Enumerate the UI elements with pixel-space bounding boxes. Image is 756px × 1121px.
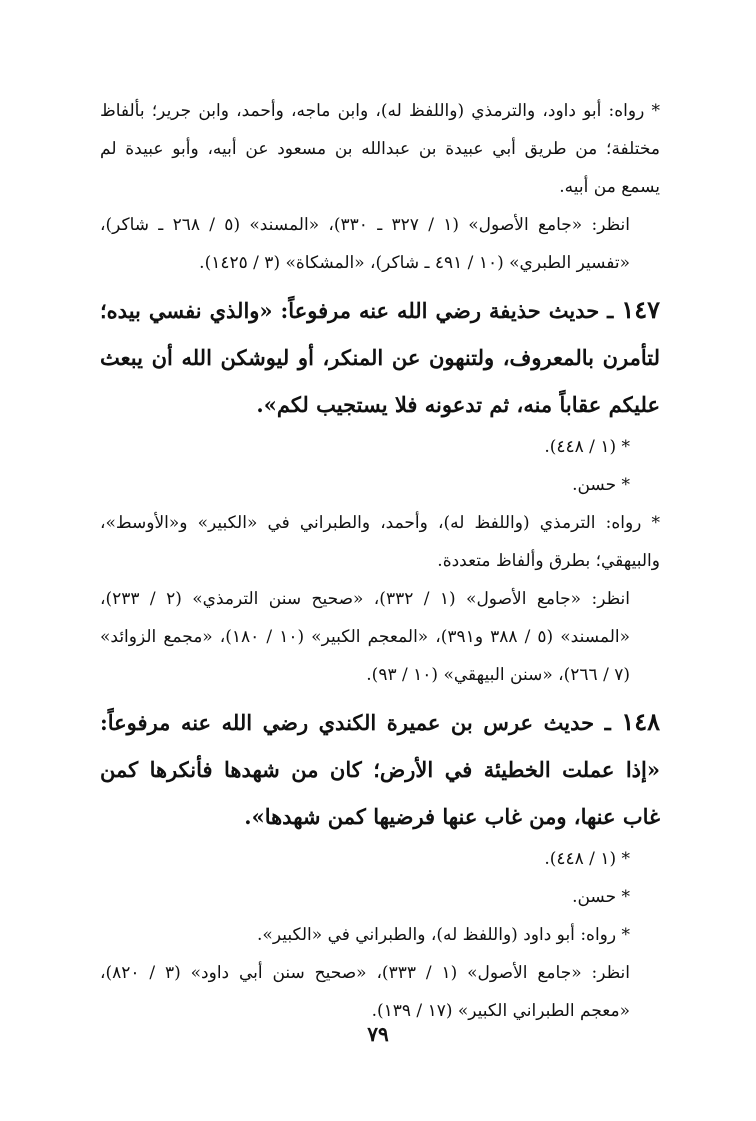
text-line: انظر: «جامع الأصول» (١ / ٣٣٣)، «صحيح سنن أبي داود» (٣ / ٨٢٠)،	[100, 963, 630, 983]
reference-11	[100, 954, 660, 1030]
text-line: * حسن.	[572, 887, 630, 907]
note-9	[100, 878, 660, 916]
text-line: * رواه: أبو داود (واللفظ له)، والطبراني في «الكبير».	[257, 925, 630, 945]
text-line: يسمع من أبيه.	[559, 177, 660, 197]
hadith-number: ١٤٧	[621, 295, 660, 324]
note-5	[100, 504, 660, 580]
page-number: ٧٩	[367, 1022, 389, 1046]
text-line: انظر: «جامع الأصول» (١ / ٣٣٢)، «صحيح سنن الترمذي» (٢ / ٢٣٣)،	[100, 589, 630, 609]
text-line: انظر: «جامع الأصول» (١ / ٣٢٧ ـ ٣٣٠)، «المسند» (٥ / ٢٦٨ ـ شاكر)،	[100, 215, 630, 235]
note-3	[100, 428, 660, 466]
text-line: عملت الخطيئة في الأرض؛ كان من شهدها فأنكرها كمن غاب عنها، ومن	[100, 757, 660, 829]
text-line: * (١ / ٤٤٨).	[544, 437, 630, 457]
text-line: * رواه: أبو داود، والترمذي (واللفظ له)، وابن ماجه، وأحمد، وابن جرير؛	[151, 101, 661, 121]
hadith-7	[100, 698, 660, 840]
text-line: * (١ / ٤٤٨).	[544, 849, 630, 869]
text-line: ـ حديث حذيفة رضي الله عنه مرفوعاً: «والذي نفسي بيده؛	[100, 298, 614, 323]
text-line: والبيهقي؛ بطرق وألفاظ متعددة.	[437, 551, 660, 571]
text-line: غاب عنها فرضيها كمن شهدها».	[244, 804, 522, 829]
reference-6	[100, 580, 660, 694]
text-line: بألفاظ مختلفة؛ من طريق أبي عبيدة بن عبدالله بن مسعود عن أبيه، وأبو عبيدة لم	[100, 101, 660, 159]
text-line: ـ حديث عرس بن عميرة الكندي رضي الله عنه مرفوعاً: «إذا	[100, 710, 660, 782]
text-line: / ٢٦٦)، «سنن البيهقي» (١٠ / ٩٣).	[366, 665, 609, 685]
note-8	[100, 840, 660, 878]
text-line: «تفسير الطبري» (١٠ / ٤٩١ ـ شاكر)، «المشكاة» (٣ / ١٤٢٥).	[199, 253, 630, 273]
text-line: عقاباً منه، ثم تدعونه فلا يستجيب لكم».	[256, 392, 602, 417]
text-line: * رواه: الترمذي (واللفظ له)، وأحمد، والطبراني في «الكبير» و«الأوسط»،	[100, 513, 660, 533]
note-4	[100, 466, 660, 504]
text-line: * حسن.	[572, 475, 630, 495]
reference-1	[100, 206, 660, 282]
text-line: «المسند» (٥ / ٣٨٨ و٣٩١)، «المعجم الكبير» (١٠ / ١٨٠)، «مجمع الزوائد» (٧	[100, 627, 631, 685]
text-line: لتأمرن بالمعروف، ولتنهون عن المنكر، أو ليوشكن الله أن يبعث عليكم	[100, 345, 660, 417]
hadith-2	[100, 286, 660, 428]
note-0	[100, 92, 660, 206]
hadith-number: ١٤٨	[621, 707, 660, 736]
text-line: «معجم الطبراني الكبير» (١٧ / ١٣٩).	[371, 1001, 630, 1021]
page-content	[100, 92, 660, 1030]
note-10	[100, 916, 660, 954]
